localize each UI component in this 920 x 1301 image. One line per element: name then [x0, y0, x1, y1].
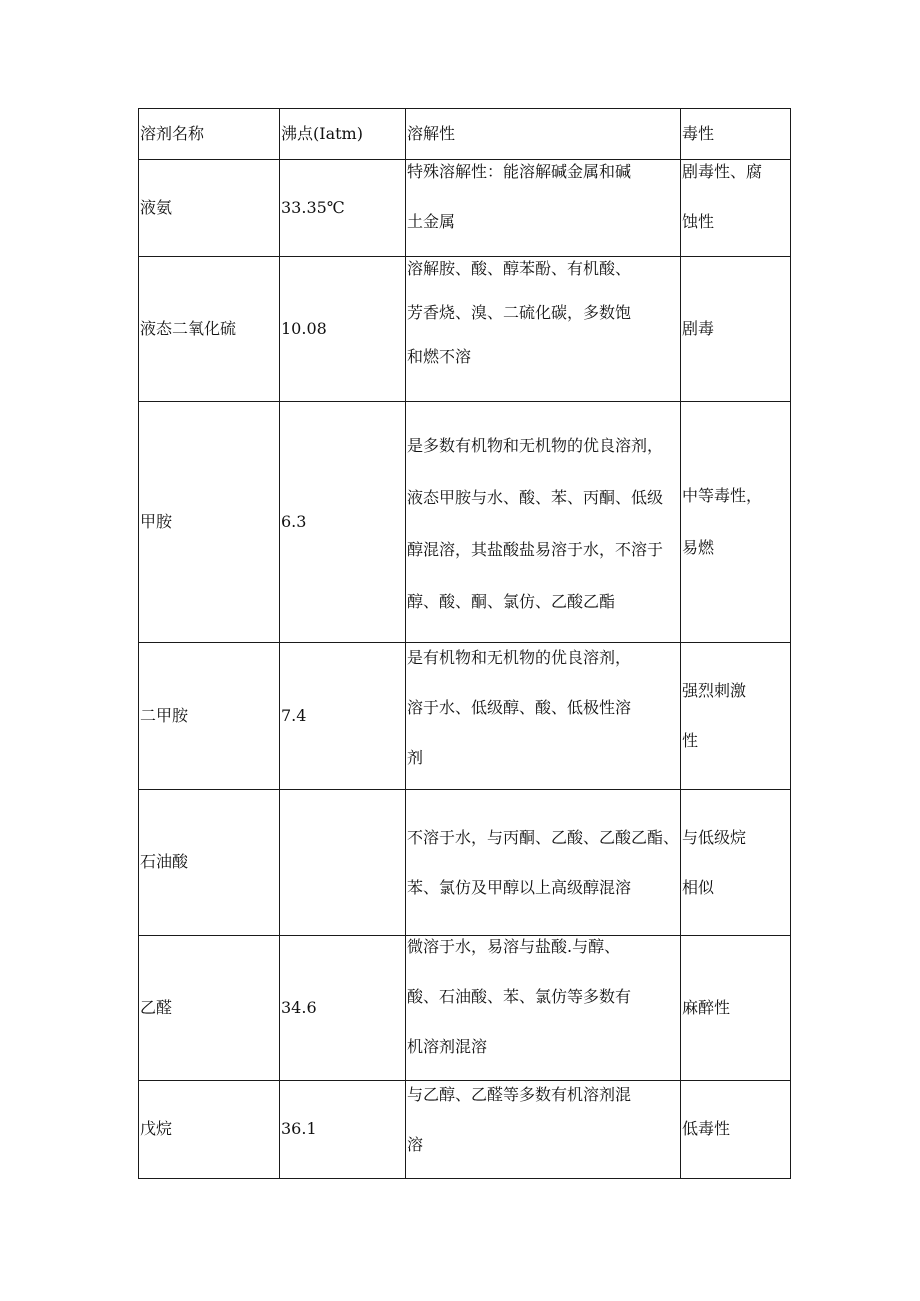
toxicity-line: 低毒性 — [682, 1119, 731, 1139]
boiling-point: 34.6 — [280, 936, 406, 1081]
solubility-line: 苯、氯仿及甲醇以上高级醇混溶 — [407, 877, 632, 897]
solubility — [406, 160, 681, 257]
table-row — [139, 1081, 791, 1179]
toxicity — [681, 257, 791, 402]
toxicity-line: 易燃 — [682, 538, 715, 557]
boiling-point: 10.08 — [280, 257, 406, 402]
solubility-line: 液态甲胺与水、酸、苯、丙酮、低级 — [407, 488, 664, 507]
boiling-point: 6.3 — [280, 402, 406, 643]
solubility-line: 不溶于水，与丙酮、乙酸、乙酸乙酯、 — [407, 827, 680, 847]
toxicity-line: 性 — [682, 731, 699, 750]
solubility — [406, 936, 681, 1081]
solubility-line: 溶解胺、酸、醇苯酚、有机酸、 — [407, 259, 632, 278]
solubility-line: 溶 — [407, 1134, 424, 1154]
toxicity-line: 麻醉性 — [682, 997, 731, 1017]
boiling-point: 7.4 — [280, 643, 406, 790]
solubility-line: 与乙醇、乙醛等多数有机溶剂混 — [407, 1084, 632, 1104]
toxicity-line: 中等毒性， — [682, 486, 763, 505]
toxicity — [681, 402, 791, 643]
solubility-line: 机溶剂混溶 — [407, 1037, 488, 1056]
solubility-line: 溶于水、低级醇、酸、低极性溶 — [407, 698, 632, 717]
solubility — [406, 402, 681, 643]
solubility-line: 醇混溶，其盐酸盐易溶于水，不溶于 — [407, 540, 664, 559]
solubility-line: 微溶于水，易溶与盐酸.与醇、 — [407, 937, 621, 956]
boiling-point: 33.35℃ — [280, 160, 406, 257]
solvent-name: 石油酸 — [139, 790, 280, 936]
header-toxicity: 毒性 — [681, 109, 791, 160]
toxicity-line: 与低级烷 — [682, 827, 747, 847]
header-solubility: 溶解性 — [406, 109, 681, 160]
table-row — [139, 936, 791, 1081]
solubility — [406, 1081, 681, 1179]
solubility-line: 芳香烧、溴、二硫化碳，多数饱 — [407, 303, 632, 322]
toxicity — [681, 160, 791, 257]
solubility-line: 剂 — [407, 748, 424, 767]
toxicity — [681, 643, 791, 790]
solvent-name: 液氨 — [139, 160, 280, 257]
solvent-table — [138, 108, 791, 1179]
header-boiling-point: 沸点(Iatm) — [280, 109, 406, 160]
solubility-line: 土金属 — [407, 212, 456, 231]
solubility-line: 是多数有机物和无机物的优良溶剂， — [407, 436, 664, 455]
solubility — [406, 257, 681, 402]
solubility-line: 是有机物和无机物的优良溶剂， — [407, 648, 632, 667]
table-row — [139, 790, 791, 936]
solubility-line: 和燃不溶 — [407, 347, 472, 366]
table-row — [139, 643, 791, 790]
toxicity-line: 强烈刺激 — [682, 681, 747, 700]
toxicity-line: 剧毒 — [682, 318, 715, 338]
toxicity-line: 蚀性 — [682, 212, 715, 231]
header-row — [139, 109, 791, 160]
toxicity — [681, 1081, 791, 1179]
table-row — [139, 160, 791, 257]
header-solvent-name: 溶剂名称 — [139, 109, 280, 160]
solvent-name: 二甲胺 — [139, 643, 280, 790]
boiling-point: 36.1 — [280, 1081, 406, 1179]
solubility — [406, 790, 681, 936]
solubility-line: 酸、石油酸、苯、氯仿等多数有 — [407, 987, 632, 1006]
solvent-name: 液态二氧化硫 — [139, 257, 280, 402]
toxicity — [681, 936, 791, 1081]
solvent-name: 乙醛 — [139, 936, 280, 1081]
table-row — [139, 402, 791, 643]
solubility — [406, 643, 681, 790]
solubility-line: 醇、酸、酮、氯仿、乙酸乙酯 — [407, 592, 616, 611]
table-row — [139, 257, 791, 402]
boiling-point — [280, 790, 406, 936]
toxicity-line: 相似 — [682, 877, 715, 897]
solvent-name: 戊烷 — [139, 1081, 280, 1179]
toxicity-line: 剧毒性、腐 — [682, 162, 763, 181]
solubility-line: 特殊溶解性：能溶解碱金属和碱 — [407, 162, 632, 181]
toxicity — [681, 790, 791, 936]
solvent-name: 甲胺 — [139, 402, 280, 643]
